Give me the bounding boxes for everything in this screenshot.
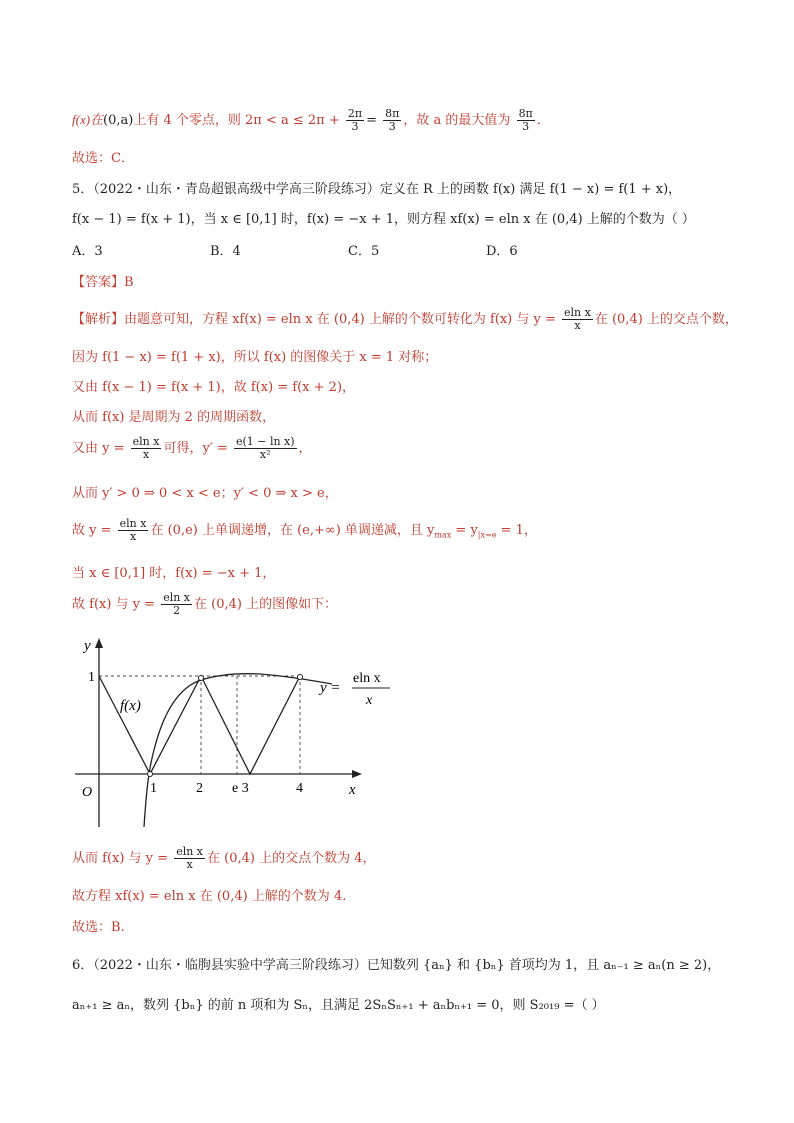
analysis-line-8: 当 x ∈ [0,1] 时，f(x) = −x + 1， [72, 566, 276, 581]
intersection-point-x1 [148, 772, 153, 777]
f-x-zigzag [99, 676, 300, 774]
question-5-line-2: f(x − 1) = f(x + 1)，当 x ∈ [0,1] 时，f(x) = −x + 1，则方程 xf(x) = eln x 在 (0,4) 上解的个数为（ ） [72, 212, 695, 227]
analysis-line-5: 又由 y = $\frac{\text{eln x}}{x}$ 可得，y′ = $\frac{\text{e(1 − ln x)}}{\text{x²}}$ ， [72, 435, 312, 461]
analysis-line-6: 从而 y′ > 0 ⇒ 0 < x < e；y′ < 0 ⇒ x > e， [72, 486, 338, 501]
question-6-line-1: 6．（2022・山东・临朐县实验中学高三阶段练习）已知数列 {aₙ} 和 {bₙ} 首项均为 1，且 aₙ₋₁ ≥ aₙ(n ≥ 2)， [72, 958, 721, 973]
analysis-line-1: 【解析】由题意可知，方程 xf(x) = eln x 在 (0,4) 上解的个数可转化为 f(x) 与 y = $\frac{\text{eln x}}{x}$ 在 (0,4) 上的交点个数， [72, 306, 738, 332]
option-b: B．4 [210, 244, 241, 259]
fraction-derivative: $\frac{\text{e(1 − ln x)}}{\text{x²}}$ [235, 435, 295, 461]
fraction-elnx-x-4: $\frac{\text{eln x}}{x}$ [176, 845, 204, 871]
x-axis-arrow-icon [352, 770, 362, 778]
intersection-point-x4 [298, 675, 303, 680]
option-d: D．6 [486, 244, 518, 259]
curve-label-num: eln x [353, 671, 381, 686]
y-axis-label: y [84, 638, 91, 654]
x-tick-4: 4 [296, 781, 303, 796]
question-5-line-1: 5．（2022・山东・青岛超银高级中学高三阶段练习）定义在 R 上的函数 f(x) 满足 f(1 − x) = f(1 + x)， [72, 182, 682, 197]
x-axis-label: x [349, 782, 356, 798]
analysis-line-10: 从而 f(x) 与 y = $\frac{\text{eln x}}{x}$ 在 (0,4) 上的交点个数为 4， [72, 845, 376, 871]
fraction-8pi-3: $\frac{8\pi}{3}$ [385, 107, 400, 133]
fraction-elnx-x: $\frac{\text{eln x}}{x}$ [564, 306, 591, 332]
analysis-line-9: 故 f(x) 与 y = $\frac{\text{eln x}}{2}$ 在 (0,4) 上的图像如下： [72, 591, 338, 617]
intersection-point-x2 [199, 676, 204, 681]
answer-label: 【答案】B [72, 275, 134, 290]
x-tick-2: 2 [196, 781, 203, 796]
fraction-8pi-3-max: $\frac{8\pi}{3}$ [518, 107, 533, 133]
origin-label: O [82, 785, 93, 800]
option-c: C．5 [348, 244, 380, 259]
solution-line-1: f(x)在(0,a)上有 4 个零点，则 2π < a ≤ 2π + $\frac{2\pi}{3}$ = $\frac{8\pi}{3}$ ，故 a 的最大值为 $\frac{8\pi}{3}$ ． [72, 107, 550, 133]
analysis-line-2: 因为 f(1 − x) = f(1 + x)，所以 f(x) 的图像关于 x = 1 对称； [72, 350, 438, 365]
analysis-line-7: 故 y = $\frac{\text{eln x}}{x}$ 在 (0,e) 上单调递增，在 (e,+∞) 单调递减，且 $y_{max} = y_{|x=e} = 1$， [72, 517, 537, 543]
y-axis-arrow-icon [95, 638, 103, 648]
curve-label-den: x [366, 693, 373, 708]
fraction-elnx-x-2: $\frac{\text{eln x}}{x}$ [132, 435, 160, 461]
analysis-line-4: 从而 f(x) 是周期为 2 的周期函数， [72, 410, 276, 425]
option-a: A．3 [72, 244, 103, 259]
f-x-label: f(x) [120, 698, 141, 714]
choice-c-line: 故选：C． [72, 151, 134, 166]
analysis-line-11: 故方程 xf(x) = eln x 在 (0,4) 上解的个数为 4. [72, 889, 347, 904]
question-6-line-2: aₙ₊₁ ≥ aₙ，数列 {bₙ} 的前 n 项和为 Sₙ，且满足 2SₙSₙ₊₁ + aₙbₙ₊₁ = 0，则 S₂₀₁₉ =（ ） [72, 998, 605, 1013]
y-tick-1: 1 [88, 670, 95, 685]
analysis-line-12: 故选：B. [72, 920, 125, 935]
x-tick-1: 1 [150, 781, 157, 796]
fraction-2pi-3: $\frac{2\pi}{3}$ [347, 107, 363, 133]
analysis-line-3: 又由 f(x − 1) = f(x + 1)，故 f(x) = f(x + 2)， [72, 380, 356, 395]
x-tick-e3: e 3 [232, 781, 249, 796]
curve-label-y: y = [320, 680, 341, 696]
function-graph [70, 632, 400, 832]
fraction-elnx-x-3: $\frac{\text{eln x}}{x}$ [119, 517, 147, 543]
fraction-elnx-2: $\frac{\text{eln x}}{2}$ [163, 591, 191, 617]
